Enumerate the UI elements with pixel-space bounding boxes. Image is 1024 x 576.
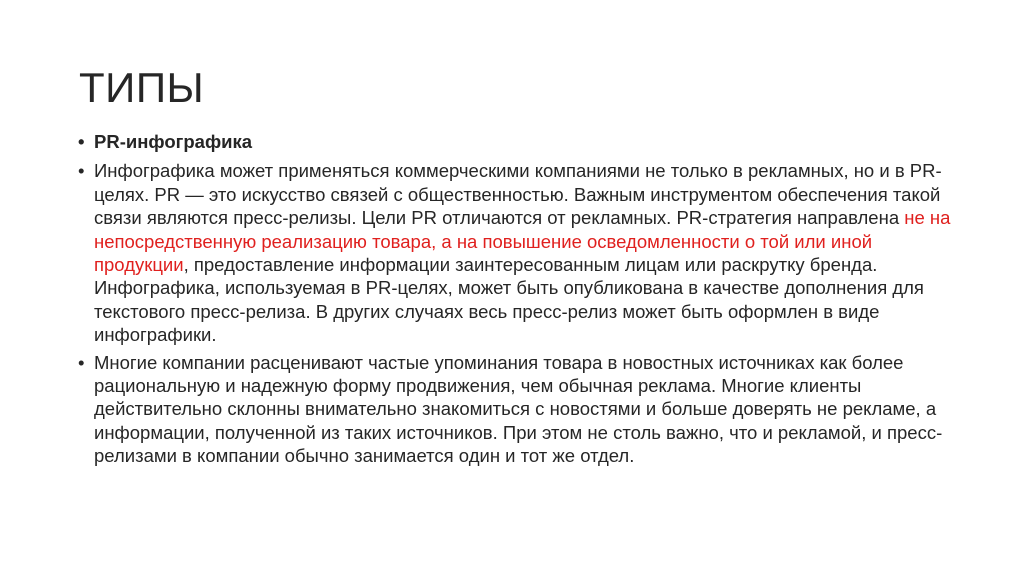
bullet-text: PR-инфографика (94, 131, 253, 152)
bullet-dot: • (78, 351, 85, 373)
bullet-dot: • (78, 160, 85, 182)
bullet-item-news-sources (78, 351, 958, 468)
bullet-text-after: , предоставление информации заинтересованным лицам или раскрутку бренда. Инфографика, используемая в PR-целях, может быть опубликована в качестве дополнения для текстового пресс-релиза. В других случаях весь пресс-релиз может быть оформлен в виде инфографики. (94, 254, 924, 346)
bullet-item-heading (78, 130, 958, 153)
slide-title: ТИПЫ (79, 64, 205, 111)
bullet-text: Многие компании расценивают частые упоминания товара в новостных источниках как более рациональную и надежную форму продвижения, чем обычная реклама. Многие клиенты действительно склонны внимательно знакомиться с новостями и больше доверять не рекламе, а информации, полученной из таких источников. При этом не столь важно, что и рекламой, и пресс-релизами в компании обычно занимается один и тот же отдел. (94, 351, 943, 467)
slide-content (78, 130, 958, 472)
bullet-dot: • (78, 131, 85, 152)
bullet-item-pr-description (78, 159, 958, 346)
bullet-text-before: Инфографика может применяться коммерческими компаниями не только в рекламных, но и в PR-целях. PR — это искусство связей с общественностью. Важным инструментом обеспечения такой связи являются пресс-релизы. Цели PR отличаются от рекламных. PR-стратегия направлена (94, 160, 942, 229)
bullet-text-highlight: не на непосредственную реализацию товара, а на повышение осведомленности о той или иной продукции (94, 207, 951, 276)
